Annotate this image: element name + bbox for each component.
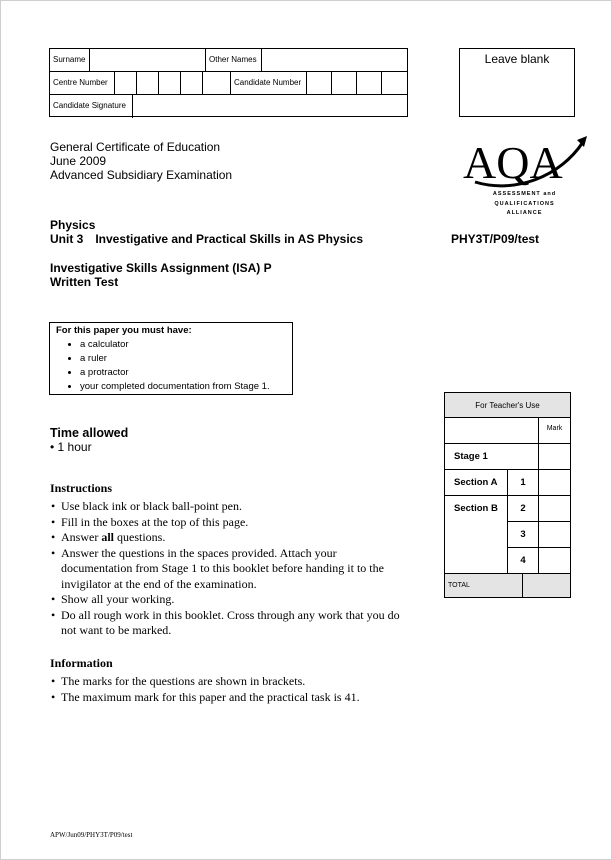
section-b-label: Section B [445,496,508,574]
total-label: TOTAL [445,574,523,597]
aqa-logo [455,132,595,222]
centre-number-digit[interactable] [115,72,137,94]
must-have-item: • a calculator [80,338,286,352]
stage-1-label: Stage 1 [445,444,539,470]
instruction-text: Show all your working. [61,592,175,606]
information-list [50,674,410,705]
numbers-row [50,72,407,95]
instruction-text: Answer [61,530,102,544]
instruction-item [61,515,410,531]
header-line-3: Advanced Subsidiary Examination [50,168,233,182]
paper-code: PHY3T/P09/test [451,232,540,246]
candidate-number-digit[interactable] [382,72,409,94]
must-have-list [56,338,286,394]
must-have-box [49,322,293,395]
surname-row [50,49,407,72]
instruction-text: Fill in the boxes at the top of this page. [61,514,249,529]
signature-row [50,95,407,118]
instructions-list [50,499,410,639]
question-1-label: 1 [508,470,539,496]
must-have-item: • your completed documentation from Stage 1. [80,380,286,394]
time-allowed-section [50,426,128,455]
question-4-mark[interactable] [539,548,570,574]
surname-label: Surname [50,49,90,71]
candidate-number-label: Candidate Number [231,72,307,94]
mark-label: Mark [539,418,570,444]
unit-line [50,232,363,246]
candidate-number-digit[interactable] [307,72,332,94]
candidate-details-box [49,48,408,117]
candidate-number-digit[interactable] [357,72,382,94]
blank-header-cell [445,418,539,444]
total-mark[interactable] [523,574,570,597]
centre-number-digit[interactable] [181,72,203,94]
surname-field[interactable] [90,49,206,71]
centre-number-digit[interactable] [137,72,159,94]
teachers-use-title: For Teacher's Use [445,393,570,418]
leave-blank-box [459,48,575,117]
must-have-item: • a ruler [80,352,286,366]
time-allowed-value: 1 hour [57,440,92,454]
question-3-mark[interactable] [539,522,570,548]
information-section [50,656,410,705]
logo-line-2: QUALIFICATIONS [494,200,555,207]
instruction-emphasis: all [101,530,114,544]
header-line-2: June 2009 [50,154,107,168]
unit-title: Investigative and Practical Skills in AS Physics [95,232,364,246]
subject-name: Physics [50,218,96,232]
header-line-1: General Certificate of Education [50,140,221,154]
instruction-text: Do all rough work in this booklet. Cross through any work that you do not want to be marked. [61,607,400,637]
footer-code: APW/Jun09/PHY3T/P09/test [50,831,133,839]
information-title: Information [50,656,113,670]
information-item: • The marks for the questions are shown in brackets. [61,674,410,690]
section-a-label: Section A [445,470,508,496]
instruction-item [61,546,410,593]
instruction-item [61,530,410,546]
instruction-item [61,608,410,639]
candidate-signature-field[interactable] [133,95,409,118]
instruction-item [61,592,410,608]
time-allowed-item: • 1 hour [50,440,92,454]
question-1-mark[interactable] [539,470,570,496]
question-3-label: 3 [508,522,539,548]
question-2-label: 2 [508,496,539,522]
centre-number-label: Centre Number [50,72,115,94]
instructions-section [50,481,410,639]
logo-line-1: ASSESSMENT and [492,191,557,197]
logo-line-3: ALLIANCE [506,210,543,216]
instruction-text: Use black ink or black ball-point pen. [61,499,242,513]
time-allowed-title: Time allowed [50,426,129,440]
centre-number-digit[interactable] [159,72,181,94]
stage-1-mark[interactable] [539,444,570,470]
isa-title: Investigative Skills Assignment (ISA) P [50,261,272,275]
instruction-text: questions. [114,530,166,544]
question-2-mark[interactable] [539,496,570,522]
instruction-text: Answer the questions in the spaces provided. Attach your documentation from Stage 1 to this booklet before handing it to the invigilator at the end of the examination. [61,545,384,591]
leave-blank-label: Leave blank [484,52,550,66]
candidate-number-digit[interactable] [332,72,357,94]
other-names-label: Other Names [206,49,262,71]
unit-number: Unit 3 [50,232,84,246]
aqa-logo-letters: AQA [463,137,563,188]
centre-number-digit[interactable] [203,72,231,94]
other-names-field[interactable] [262,49,409,71]
question-4-label: 4 [508,548,539,574]
must-have-title: For this paper you must have: [56,325,192,336]
instructions-title: Instructions [50,481,113,495]
must-have-item: • a protractor [80,366,286,380]
instruction-item [61,499,410,515]
aqa-logo-text [477,190,572,219]
candidate-signature-label: Candidate Signature [50,95,133,118]
information-item: • The maximum mark for this paper and the practical task is 41. [61,690,410,706]
teachers-use-box [444,392,571,598]
exam-header [50,140,232,182]
isa-subtitle: Written Test [50,275,119,289]
